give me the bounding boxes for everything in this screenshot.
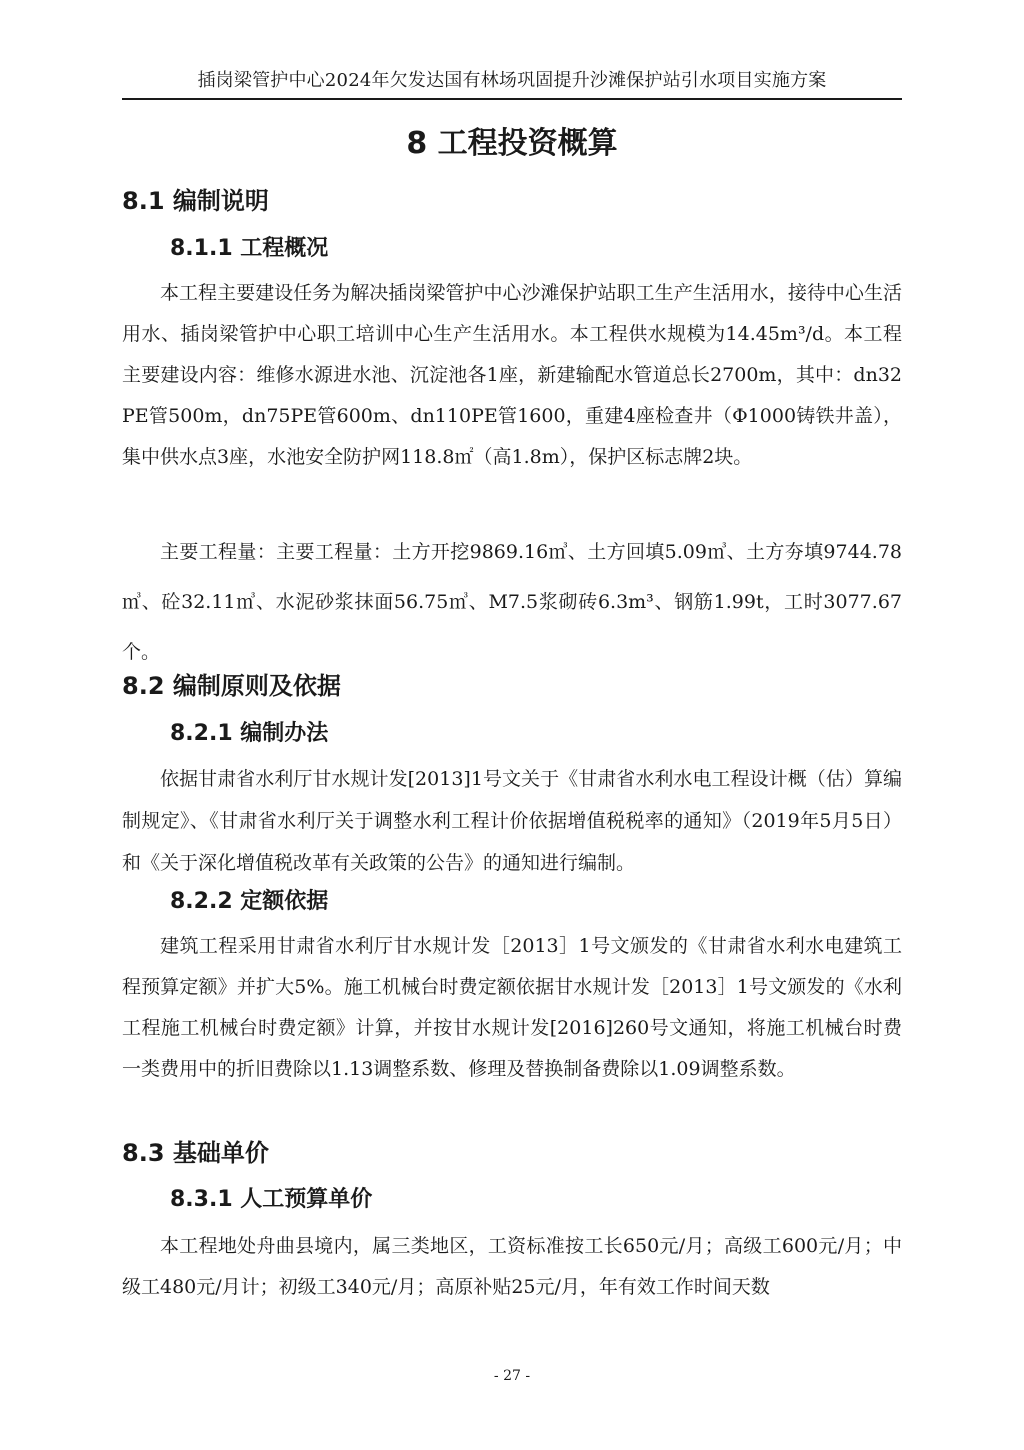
page-number: - 27 -: [493, 1368, 531, 1384]
paragraph-labor-unit-price: 本工程地处舟曲县境内，属三类地区，工资标准按工长650元/月；高级工600元/月；中级工480元/月计；初级工340元/月；高原补贴25元/月，年有效工作时间天数: [122, 1235, 902, 1298]
paragraph-project-overview: 本工程主要建设任务为解决插岗梁管护中心沙滩保护站职工生产生活用水，接待中心生活用水、插岗梁管护中心职工培训中心生产生活用水。本工程供水规模为14.45m³/d。本工程主要建设内容：维修水源进水池、沉淀池各1座，新建输配水管道总长2700m，其中：dn32PE管500m，dn75PE管600m、dn110PE管1600，重建4座检查井（Φ1000铸铁井盖），集中供水点3座，水池安全防护网118.8㎡（高1.8m），保护区标志牌2块。: [122, 282, 902, 468]
paragraph-main-quantities: 主要工程量：主要工程量：土方开挖9869.16㎥、土方回填5.09㎥、土方夯填9744.78㎥、砼32.11㎥、水泥砂浆抹面56.75㎥、M7.5浆砌砖6.3m³、钢筋1.99t，工时3077.67个。: [122, 541, 902, 663]
chapter-title: 8 工程投资概算: [406, 126, 618, 161]
header-divider: [122, 98, 902, 100]
subsection-heading-8-2-1: 8.2.1 编制办法: [170, 721, 329, 746]
paragraph-compilation-method: 依据甘肃省水利厅甘水规计发[2013]1号文关于《甘肃省水利水电工程设计概（估）算编制规定》、《甘肃省水利厅关于调整水利工程计价依据增值税税率的通知》（2019年5月5日）和《关于深化增值税改革有关政策的公告》的通知进行编制。: [122, 768, 902, 874]
section-heading-8-1: 8.1 编制说明: [122, 187, 269, 215]
subsection-heading-8-1-1: 8.1.1 工程概况: [170, 236, 329, 261]
section-heading-8-2: 8.2 编制原则及依据: [122, 672, 341, 700]
running-header: 插岗梁管护中心2024年欠发达国有林场巩固提升沙滩保护站引水项目实施方案: [197, 70, 827, 91]
subsection-heading-8-3-1: 8.3.1 人工预算单价: [170, 1187, 373, 1212]
subsection-heading-8-2-2: 8.2.2 定额依据: [170, 889, 329, 914]
section-heading-8-3: 8.3 基础单价: [122, 1139, 269, 1167]
paragraph-quota-basis: 建筑工程采用甘肃省水利厅甘水规计发［2013］1号文颁发的《甘肃省水利水电建筑工程预算定额》并扩大5%。施工机械台时费定额依据甘水规计发［2013］1号文颁发的《水利工程施工机械台时费定额》计算，并按甘水规计发[2016]260号文通知，将施工机械台时费一类费用中的折旧费除以1.13调整系数、修理及替换制备费除以1.09调整系数。: [122, 935, 902, 1080]
